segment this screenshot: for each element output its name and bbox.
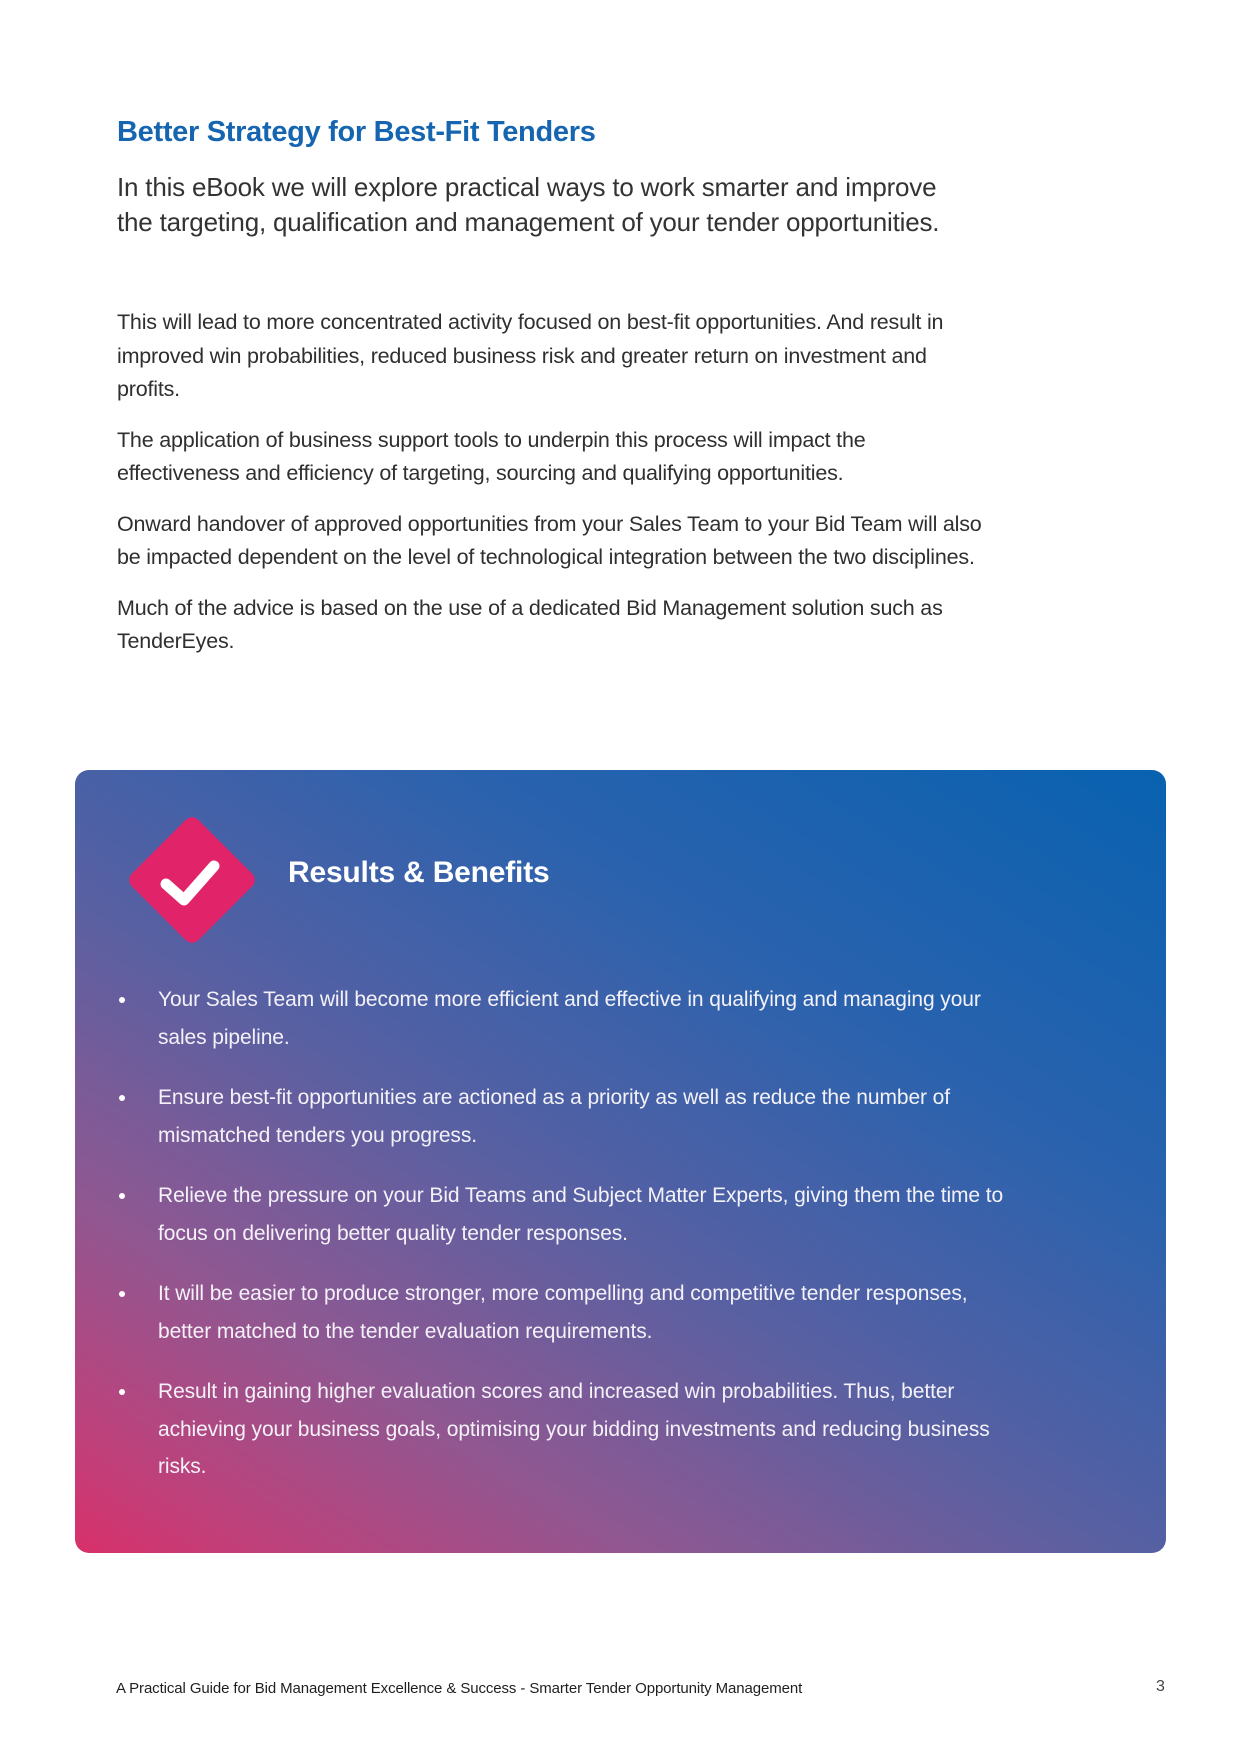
- list-item: [116, 1275, 1016, 1350]
- bullet-icon: [119, 1389, 125, 1395]
- bullet-icon: [119, 1095, 125, 1101]
- body-paragraph: The application of business support tools to underpin this process will impact the effectiveness and efficiency of targeting, sourcing and qualifying opportunities.: [117, 427, 866, 485]
- list-item: [116, 1177, 1016, 1252]
- list-item: [116, 1079, 1016, 1154]
- list-item: [116, 1373, 1016, 1486]
- list-item-text: Relieve the pressure on your Bid Teams and Subject Matter Experts, giving them the time to focus on delivering better quality tender responses.: [158, 1184, 1004, 1245]
- checkmark-icon: [150, 840, 234, 920]
- bullet-icon: [119, 997, 125, 1003]
- results-heading: Results & Benefits: [288, 856, 550, 889]
- page-title: Better Strategy for Best-Fit Tenders: [117, 116, 596, 148]
- body-text: [117, 306, 987, 676]
- bullet-icon: [119, 1193, 125, 1199]
- list-item: [116, 981, 1016, 1056]
- body-paragraph: Onward handover of approved opportunities from your Sales Team to your Bid Team will also be impacted dependent on the level of technological integration between the two disciplines.: [117, 511, 982, 569]
- bullet-icon: [119, 1291, 125, 1297]
- intro-paragraph: In this eBook we will explore practical ways to work smarter and improve the targeting, qualification and management of your tender opportunities.: [117, 172, 940, 237]
- list-item-text: Ensure best-fit opportunities are actioned as a priority as well as reduce the number of mismatched tenders you progress.: [158, 1086, 950, 1147]
- benefits-list: [116, 981, 1016, 1509]
- body-paragraph: Much of the advice is based on the use of a dedicated Bid Management solution such as TenderEyes.: [117, 595, 943, 653]
- page-number: 3: [1156, 1678, 1165, 1695]
- list-item-text: It will be easier to produce stronger, more compelling and competitive tender responses, better matched to the tender evaluation requirements.: [158, 1282, 968, 1343]
- footer-text: A Practical Guide for Bid Management Excellence & Success - Smarter Tender Opportunity Management: [116, 1680, 803, 1697]
- list-item-text: Your Sales Team will become more efficient and effective in qualifying and managing your sales pipeline.: [158, 988, 981, 1049]
- body-paragraph: This will lead to more concentrated activity focused on best-fit opportunities. And result in improved win probabilities, reduced business risk and greater return on investment and profits.: [117, 310, 944, 401]
- list-item-text: Result in gaining higher evaluation scores and increased win probabilities. Thus, better achieving your business goals, optimising your bidding investments and reducing business risks.: [158, 1380, 990, 1478]
